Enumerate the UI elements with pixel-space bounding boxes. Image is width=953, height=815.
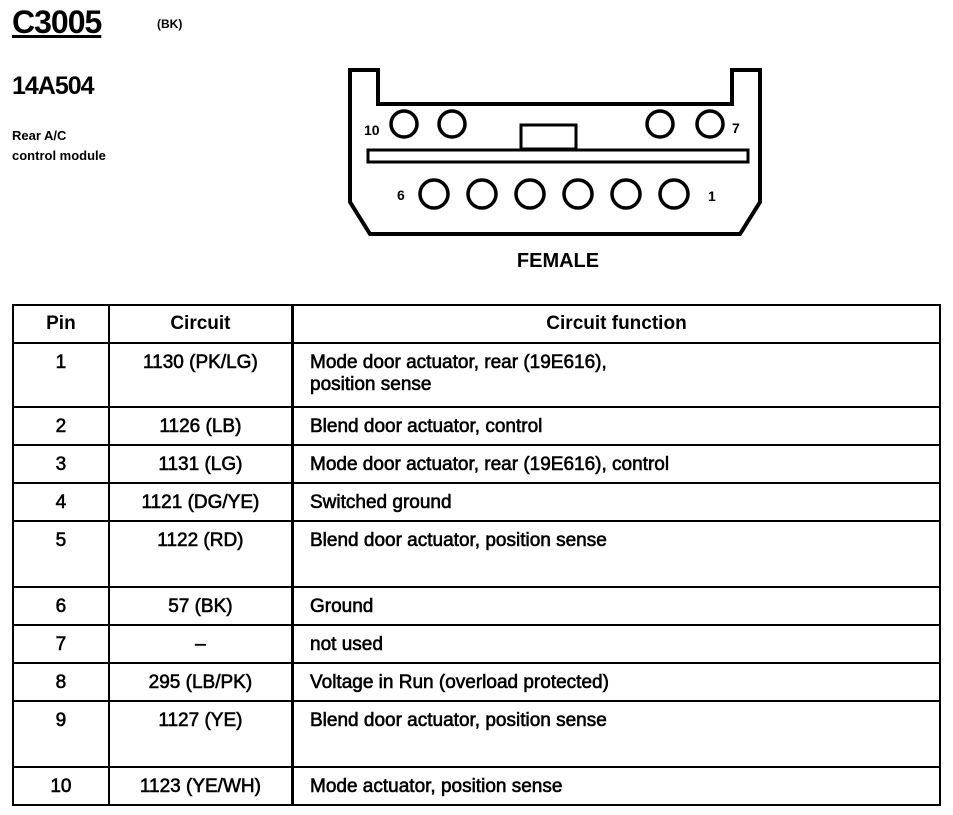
pin-7-cavity [697, 111, 723, 137]
center-latch [521, 125, 576, 149]
pin-label-10: 10 [364, 122, 380, 138]
pinout-table [12, 304, 941, 806]
table-row [13, 767, 940, 805]
divider-bar [368, 150, 748, 162]
connector-code: C3005 [12, 4, 102, 40]
pin-label-1: 1 [708, 188, 716, 204]
pin-cell: 2 [13, 407, 109, 445]
function-cell: Mode door actuator, rear (19E616), control [293, 445, 941, 483]
pin-1-cavity [660, 180, 688, 208]
circuit-cell: 1121 (DG/YE) [109, 483, 293, 521]
table-row [13, 587, 940, 625]
pin-label-7: 7 [732, 120, 740, 136]
function-cell: Blend door actuator, position sense [293, 701, 941, 767]
function-cell: Blend door actuator, position sense [293, 521, 941, 587]
pin-4-cavity [516, 180, 544, 208]
function-cell: not used [293, 625, 941, 663]
pin-cell: 9 [13, 701, 109, 767]
function-cell: Switched ground [293, 483, 941, 521]
table-row [13, 445, 940, 483]
pin-cell: 3 [13, 445, 109, 483]
circuit-cell: 1130 (PK/LG) [109, 343, 293, 407]
circuit-cell: – [109, 625, 293, 663]
connector-housing [350, 70, 760, 234]
pin-cell: 4 [13, 483, 109, 521]
table-row [13, 483, 940, 521]
function-cell: Mode door actuator, rear (19E616), position sense [293, 343, 941, 407]
pin-3-cavity [564, 180, 592, 208]
header-circuit: Circuit [109, 305, 293, 343]
table-row [13, 407, 940, 445]
circuit-cell: 1122 (RD) [109, 521, 293, 587]
pin-5-cavity [468, 180, 496, 208]
function-cell: Mode actuator, position sense [293, 767, 941, 805]
circuit-cell: 295 (LB/PK) [109, 663, 293, 701]
part-number: 14A504 [12, 72, 94, 100]
circuit-cell: 1126 (LB) [109, 407, 293, 445]
function-cell: Blend door actuator, control [293, 407, 941, 445]
pin-cell: 7 [13, 625, 109, 663]
circuit-cell: 1131 (LG) [109, 445, 293, 483]
pin-cell: 6 [13, 587, 109, 625]
description-line-2: control module [12, 148, 106, 163]
table-row [13, 701, 940, 767]
circuit-cell: 57 (BK) [109, 587, 293, 625]
table-header-row [13, 305, 940, 343]
pin-10-cavity [391, 111, 417, 137]
pin-cell: 10 [13, 767, 109, 805]
table-row [13, 663, 940, 701]
connector-color: (BK) [157, 17, 183, 31]
table-row [13, 521, 940, 587]
function-cell: Ground [293, 587, 941, 625]
pin-cell: 1 [13, 343, 109, 407]
pin-label-6: 6 [397, 187, 405, 203]
table-row [13, 625, 940, 663]
pin-8-cavity [647, 111, 673, 137]
pin-cell: 5 [13, 521, 109, 587]
pin-2-cavity [612, 180, 640, 208]
table-row [13, 343, 940, 407]
circuit-cell: 1127 (YE) [109, 701, 293, 767]
pin-6-cavity [420, 180, 448, 208]
module-description [12, 126, 152, 166]
circuit-cell: 1123 (YE/WH) [109, 767, 293, 805]
header-pin: Pin [13, 305, 109, 343]
header-circuit-function: Circuit function [293, 305, 941, 343]
function-cell: Voltage in Run (overload protected) [293, 663, 941, 701]
pin-9-cavity [439, 111, 465, 137]
pin-cell: 8 [13, 663, 109, 701]
connector-face-diagram [340, 62, 770, 242]
description-line-1: Rear A/C [12, 128, 67, 143]
gender-label: FEMALE [516, 250, 600, 272]
